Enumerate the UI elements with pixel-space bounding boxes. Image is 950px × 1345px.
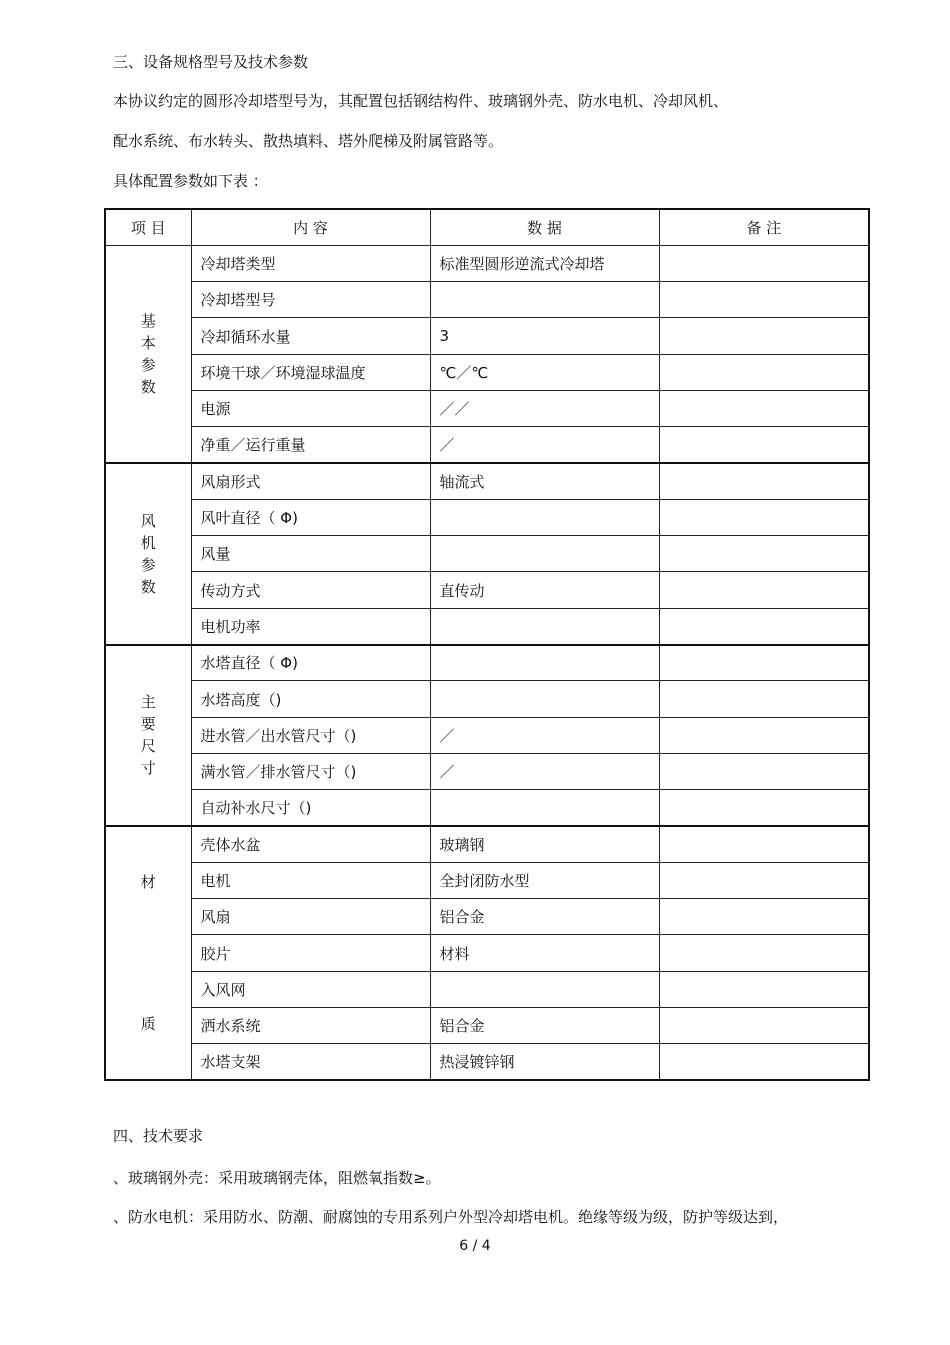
note-cell — [659, 463, 869, 499]
category-label: 基本参数 — [140, 311, 156, 396]
category-label-bottom: 质 — [140, 1015, 156, 1034]
item-cell: 洒水系统 — [191, 1008, 430, 1044]
item-cell: 水塔直径（ Φ) — [191, 645, 430, 681]
category-label-top: 材 — [140, 873, 156, 892]
section3-heading: 三、设备规格型号及技术参数 — [113, 53, 309, 71]
item-cell: 风量 — [191, 536, 430, 572]
note-cell — [659, 681, 869, 717]
note-cell — [659, 245, 869, 281]
value-cell: 热浸镀锌钢 — [430, 1044, 659, 1080]
table-row — [105, 390, 869, 426]
item-cell: 传动方式 — [191, 572, 430, 608]
section3-line1: 本协议约定的圆形冷却塔型号为，其配置包括钢结构件、玻璃钢外壳、防水电机、冷却风机、 — [113, 92, 729, 110]
note-cell — [659, 826, 869, 862]
table-row — [105, 1044, 869, 1080]
item-cell: 进水管／出水管尺寸（) — [191, 717, 430, 753]
table-row — [105, 572, 869, 608]
value-cell: 铝合金 — [430, 1008, 659, 1044]
note-cell — [659, 971, 869, 1007]
table-header-row — [105, 209, 869, 245]
category-cell — [105, 245, 191, 463]
value-cell: 直传动 — [430, 572, 659, 608]
note-cell — [659, 608, 869, 644]
note-cell — [659, 899, 869, 935]
value-cell: 标准型圆形逆流式冷却塔 — [430, 245, 659, 281]
item-cell: 电源 — [191, 390, 430, 426]
page-number: 6 / 4 — [459, 1238, 491, 1254]
note-cell — [659, 862, 869, 898]
item-cell: 风扇 — [191, 899, 430, 935]
table-row — [105, 645, 869, 681]
category-cell — [105, 645, 191, 826]
note-cell — [659, 1008, 869, 1044]
table-row — [105, 463, 869, 499]
note-cell — [659, 572, 869, 608]
header-data: 数 据 — [430, 209, 659, 245]
item-cell: 壳体水盆 — [191, 826, 430, 862]
table-row — [105, 790, 869, 826]
category-cell — [105, 826, 191, 1080]
note-cell — [659, 282, 869, 318]
note-cell — [659, 390, 869, 426]
section4-heading: 四、技术要求 — [113, 1127, 204, 1145]
value-cell: ／／ — [430, 390, 659, 426]
category-label: 主要尺寸 — [140, 693, 156, 778]
section3-line2: 配水系统、布水转头、散热填料、塔外爬梯及附属管路等。 — [113, 132, 504, 150]
table-row — [105, 753, 869, 789]
note-cell — [659, 645, 869, 681]
header-item: 项 目 — [105, 209, 191, 245]
note-cell — [659, 790, 869, 826]
table-row — [105, 318, 869, 354]
table-row — [105, 354, 869, 390]
note-cell — [659, 717, 869, 753]
header-content: 内 容 — [191, 209, 430, 245]
note-cell — [659, 1044, 869, 1080]
item-cell: 满水管／排水管尺寸（) — [191, 753, 430, 789]
note-cell — [659, 753, 869, 789]
note-cell — [659, 427, 869, 463]
item-cell: 冷却循环水量 — [191, 318, 430, 354]
value-cell: 3 — [430, 318, 659, 354]
item-cell: 冷却塔型号 — [191, 282, 430, 318]
value-cell — [430, 971, 659, 1007]
item-cell: 水塔高度（) — [191, 681, 430, 717]
item-cell: 冷却塔类型 — [191, 245, 430, 281]
value-cell: ℃／℃ — [430, 354, 659, 390]
category-cell — [105, 463, 191, 644]
table-row — [105, 1008, 869, 1044]
value-cell: ／ — [430, 427, 659, 463]
value-cell — [430, 282, 659, 318]
category-label: 风机参数 — [140, 511, 156, 596]
header-note: 备 注 — [659, 209, 869, 245]
item-cell: 水塔支架 — [191, 1044, 430, 1080]
item-cell: 风叶直径（ Φ) — [191, 499, 430, 535]
item-cell: 胶片 — [191, 935, 430, 971]
spec-table-body — [105, 245, 869, 1080]
value-cell: 轴流式 — [430, 463, 659, 499]
table-row — [105, 282, 869, 318]
note-cell — [659, 354, 869, 390]
table-row — [105, 826, 869, 862]
item-cell: 入风网 — [191, 971, 430, 1007]
note-cell — [659, 499, 869, 535]
value-cell — [430, 499, 659, 535]
item-cell: 电机功率 — [191, 608, 430, 644]
section4-item1: 、玻璃钢外壳：采用玻璃钢壳体，阻燃氧指数≥。 — [113, 1169, 441, 1187]
value-cell: 材料 — [430, 935, 659, 971]
spec-table-wrapper — [104, 208, 870, 1081]
section4-item2: 、防水电机：采用防水、防潮、耐腐蚀的专用系列户外型冷却塔电机。绝缘等级为级，防护等级达到， — [113, 1208, 789, 1226]
table-row — [105, 681, 869, 717]
item-cell: 风扇形式 — [191, 463, 430, 499]
note-cell — [659, 536, 869, 572]
spec-table — [104, 208, 870, 1081]
table-row — [105, 608, 869, 644]
table-row — [105, 971, 869, 1007]
item-cell: 自动补水尺寸（) — [191, 790, 430, 826]
table-row — [105, 717, 869, 753]
value-cell — [430, 536, 659, 572]
table-row — [105, 899, 869, 935]
value-cell: 全封闭防水型 — [430, 862, 659, 898]
value-cell — [430, 681, 659, 717]
value-cell: 铝合金 — [430, 899, 659, 935]
item-cell: 电机 — [191, 862, 430, 898]
table-row — [105, 536, 869, 572]
table-row — [105, 935, 869, 971]
item-cell: 净重／运行重量 — [191, 427, 430, 463]
value-cell — [430, 790, 659, 826]
value-cell: ／ — [430, 717, 659, 753]
value-cell — [430, 645, 659, 681]
table-row — [105, 427, 869, 463]
table-row — [105, 499, 869, 535]
value-cell: ／ — [430, 753, 659, 789]
item-cell: 环境干球／环境湿球温度 — [191, 354, 430, 390]
value-cell — [430, 608, 659, 644]
note-cell — [659, 935, 869, 971]
value-cell: 玻璃钢 — [430, 826, 659, 862]
table-row — [105, 862, 869, 898]
table-row — [105, 245, 869, 281]
note-cell — [659, 318, 869, 354]
section3-line3: 具体配置参数如下表 ： — [113, 172, 268, 190]
